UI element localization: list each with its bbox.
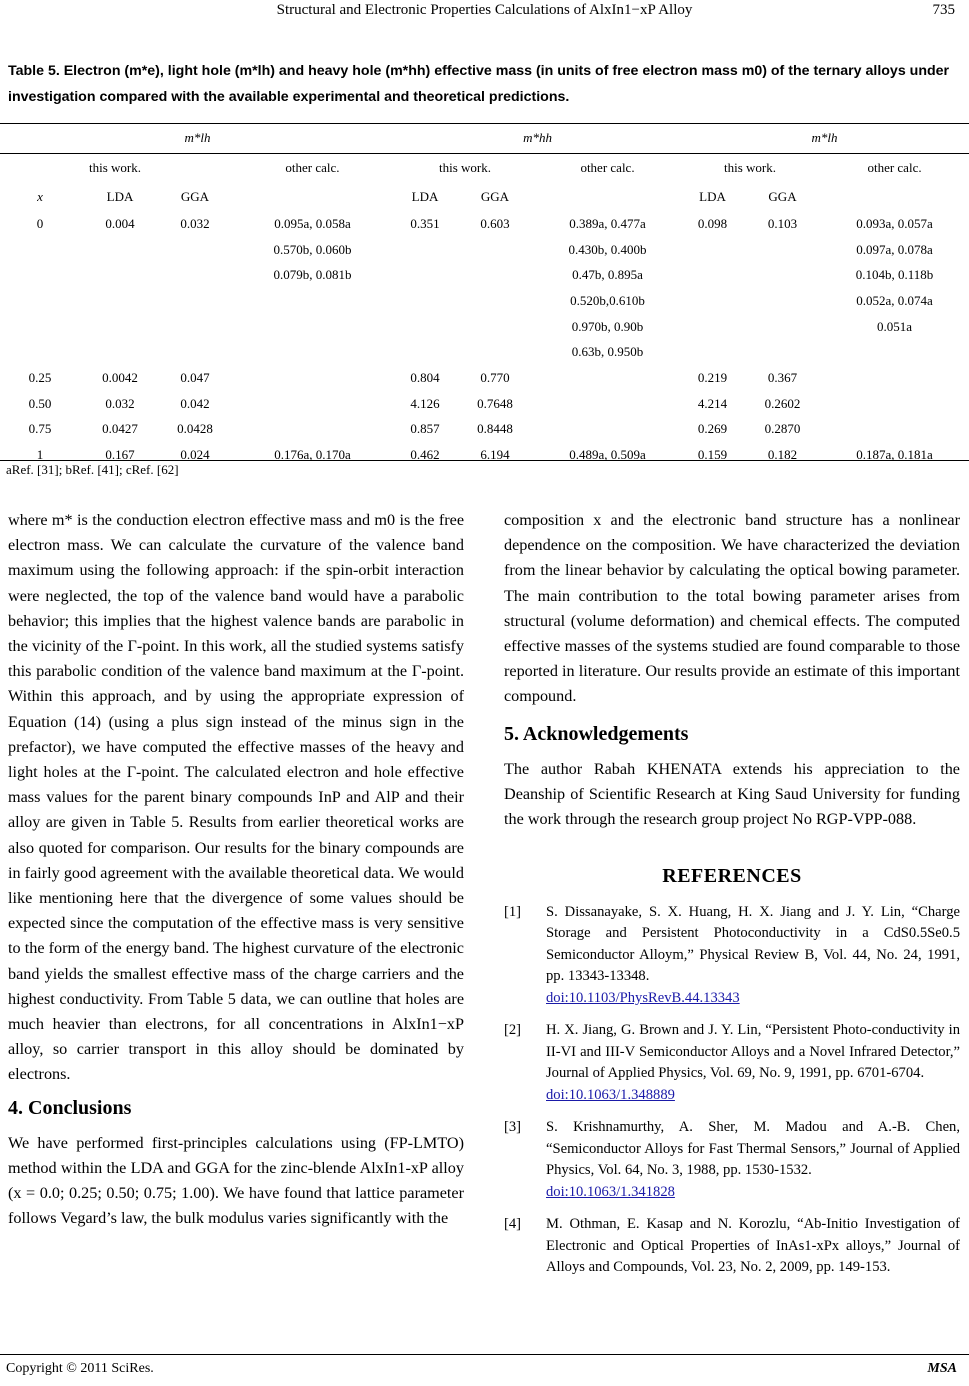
table-cell-other2: 0.970b, 0.90b xyxy=(571,318,644,334)
table-cell-gga3 xyxy=(745,237,820,263)
journal-name: MSA xyxy=(927,1361,957,1376)
col-lda-2: LDA xyxy=(411,189,439,204)
reference-body xyxy=(546,1214,960,1279)
group-header-lh-2: m*lh xyxy=(811,130,838,145)
doi-link[interactable]: doi:10.1063/1.348889 xyxy=(546,1086,675,1103)
table-cell-gga1: 0.0428 xyxy=(177,421,213,437)
table-row xyxy=(0,262,969,288)
table-cell-x xyxy=(0,288,80,314)
table-cell-other3: 0.104b, 0.118b xyxy=(855,267,934,283)
table-cell-other2 xyxy=(535,391,680,417)
footer-rule xyxy=(0,1354,969,1355)
table-row xyxy=(0,417,969,443)
table-cell-x xyxy=(0,237,80,263)
left-column xyxy=(8,508,464,1232)
table-cell-lda2 xyxy=(395,262,455,288)
table-footnote: aRef. [31]; bRef. [41]; cRef. [62] xyxy=(6,462,179,477)
reference-item xyxy=(504,1214,960,1279)
table-cell-lda2 xyxy=(395,237,455,263)
table-cell-gga2: 0.603 xyxy=(480,215,510,231)
reference-number: [4] xyxy=(504,1216,522,1233)
table-cell-other1 xyxy=(230,339,395,365)
table-cell-gga2 xyxy=(455,314,535,340)
table-cell-lda3: 0.159 xyxy=(697,447,728,463)
conclusions-heading: 4. Conclusions xyxy=(8,1096,132,1119)
table-cell-gga1: 0.024 xyxy=(180,447,210,463)
col-lda-3: LDA xyxy=(699,189,726,204)
table-cell-lda1 xyxy=(80,314,160,340)
col-gga: GGA xyxy=(180,189,210,204)
table-row xyxy=(0,211,969,237)
ack-text: The author Rabah KHENATA extends his appreciation to the Deanship of Scientific Research at King Saud University for funding the work through the research group project No RGP-VPP-088. xyxy=(504,759,960,829)
table-cell-gga3 xyxy=(745,288,820,314)
table-cell-lda3: 4.214 xyxy=(697,395,728,411)
right-column xyxy=(504,508,960,1290)
table-cell-other1: 0.570b, 0.060b xyxy=(273,241,352,257)
table-cell-lda2: 0.351 xyxy=(410,215,440,231)
table-cell-lda2: 0.857 xyxy=(410,421,440,437)
table-cell-gga2: 0.770 xyxy=(480,369,510,385)
conclusions-continued: composition x and the electronic band structure has a nonlinear dependence on the composition. We have characterized the deviation from the linear behavior by calculating the optical bowing parameter. The main contribution to the total bowing parameter arises from structural (volume deformation) and chemical effects. The computed effective masses of the systems studied are found comparable to those reported in literature. Our results provide an estimate of this important compound. xyxy=(504,511,960,706)
table-cell-lda3 xyxy=(680,339,745,365)
col-lda: LDA xyxy=(106,189,134,204)
table-cell-other1: 0.079b, 0.081b xyxy=(273,267,352,283)
table-cell-other3 xyxy=(820,417,969,443)
sub-header-this-work-3: this work. xyxy=(724,160,777,175)
table-cell-lda3: 0.219 xyxy=(697,369,728,385)
table-cell-other1: 0.176a, 0.170a xyxy=(274,447,351,463)
table-cell-gga2 xyxy=(455,339,535,365)
table-cell-lda3 xyxy=(680,262,745,288)
table-cell-x: 0.75 xyxy=(28,421,52,437)
sub-header-other-2: other calc. xyxy=(580,160,635,175)
table-cell-other2: 0.47b, 0.895a xyxy=(572,267,643,283)
running-head: Structural and Electronic Properties Calculations of AlxIn1−xP Alloy xyxy=(276,2,693,18)
table-cell-other3: 0.097a, 0.078a xyxy=(856,241,933,257)
sub-header-other: other calc. xyxy=(285,160,340,175)
reference-number: [2] xyxy=(504,1022,522,1039)
table-cell-other1 xyxy=(230,288,395,314)
table-cell-gga2 xyxy=(455,288,535,314)
references-heading: REFERENCES xyxy=(662,865,802,888)
col-gga-2: GGA xyxy=(480,189,510,204)
table-cell-gga3: 0.2870 xyxy=(764,421,801,437)
reference-body xyxy=(546,902,960,1010)
table-cell-gga3 xyxy=(745,314,820,340)
table-cell-x xyxy=(0,314,80,340)
table-cell-lda1: 0.0427 xyxy=(102,421,138,437)
doi-link[interactable]: doi:10.1063/1.341828 xyxy=(546,1183,675,1200)
ack-heading: 5. Acknowledgements xyxy=(504,722,689,745)
table-cell-gga3 xyxy=(745,262,820,288)
table-cell-other3 xyxy=(820,365,969,391)
table-cell-x: 0.25 xyxy=(28,369,52,385)
table-cell-lda3: 0.098 xyxy=(697,215,728,231)
table-cell-gga3 xyxy=(745,339,820,365)
table-cell-lda2 xyxy=(395,288,455,314)
table-caption: Table 5. Electron (m*e), light hole (m*lh) and heavy hole (m*hh) effective mass (in units of free electron mass m0) of the ternary alloys under investigation compared with the available experimental and theoretical predictions. xyxy=(8,63,950,105)
table-cell-other3: 0.093a, 0.057a xyxy=(856,215,933,231)
reference-item xyxy=(504,902,960,1010)
table-cell-other1 xyxy=(230,417,395,443)
table-row xyxy=(0,365,969,391)
table-cell-other3: 0.051a xyxy=(877,318,913,334)
table-cell-lda1: 0.032 xyxy=(105,395,135,411)
table-cell-other2 xyxy=(535,417,680,443)
table-cell-gga1: 0.047 xyxy=(180,369,210,385)
table-row xyxy=(0,237,969,263)
table-cell-x: 1 xyxy=(36,447,44,463)
reference-body xyxy=(546,1117,960,1203)
reference-text: M. Othman, E. Kasap and N. Korozlu, “Ab-Initio Investigation of Electronic and Optical Properties of InAs1-xPx alloys,” Journal of Alloys and Compounds, Vol. 23, No. 2, 2009, pp. 149-153. xyxy=(546,1216,960,1276)
table-row xyxy=(0,314,969,340)
table-cell-other1 xyxy=(230,314,395,340)
table-cell-gga2: 0.7648 xyxy=(477,395,513,411)
table-cell-other2: 0.63b, 0.950b xyxy=(571,344,644,360)
table-cell-other1 xyxy=(230,365,395,391)
table-cell-other2: 0.430b, 0.400b xyxy=(568,241,647,257)
table-cell-other1 xyxy=(230,391,395,417)
sub-header-other-3: other calc. xyxy=(867,160,922,175)
reference-list xyxy=(504,902,960,1279)
page-number: 735 xyxy=(932,2,955,18)
body-paragraph: where m* is the conduction electron effective mass and m0 is the free electron mass. We can calculate the curvature of the valence band maximum using the following approach: if the spin-orbit interaction were neglected, the top of the valence band would have a parabolic behavior; this implies that the highest valence bands are parabolic in the vicinity of the Γ-point. In this work, all the studied systems satisfy this parabolic condition of the valence band maximum at the Γ-point. Within this approach, and by using the appropriate expression of Equation (14) (using a plus sign instead of the minus sign in the prefactor), we have computed the effective masses of the heavy and light holes at the Γ-point. The calculated electron and hole effective mass values for the parent binary compounds InP and AlP and their alloy are given in Table 5. Results from earlier theoretical works are also quoted for comparison. Our results for the binary compounds are in fairly good agreement with the available theoretical data. We would like mentioning here that the divergence of some values should be expected since the computation of the effective mass is very sensitive to the form of the energy band. The highest curvature of the electronic band yields the smallest effective mass of the charge carriers and the highest conductivity. From Table 5 data, we can outline that holes are much heavier than electrons, for all concentrations in AlxIn1−xP alloy, so carrier transport in this alloy should be dominated by electrons. xyxy=(8,511,464,1084)
table-cell-gga1 xyxy=(160,339,230,365)
table-cell-other1: 0.095a, 0.058a xyxy=(274,215,351,231)
table-cell-lda1 xyxy=(80,262,160,288)
table-cell-gga2 xyxy=(455,237,535,263)
table-cell-lda3 xyxy=(680,237,745,263)
table-row xyxy=(0,339,969,365)
table-cell-lda1 xyxy=(80,288,160,314)
table-cell-gga2: 6.194 xyxy=(480,447,510,463)
conclusions-text: We have performed first-principles calculations using (FP-LMTO) method within the LDA and GGA for the zinc-blende AlxIn1-xP alloy (x = 0.0; 0.25; 0.50; 0.75; 1.00). We have found that lattice parameter follows Vegard’s law, the bulk modulus varies significantly with the xyxy=(8,1133,464,1228)
table-cell-lda3: 0.269 xyxy=(697,421,728,437)
reference-number: [1] xyxy=(504,903,522,920)
table-cell-lda1: 0.167 xyxy=(105,447,135,463)
table-cell-other3 xyxy=(820,339,969,365)
table-cell-other2: 0.389a, 0.477a xyxy=(569,215,646,231)
table-cell-gga2 xyxy=(455,262,535,288)
reference-item xyxy=(504,1020,960,1106)
table-cell-gga3: 0.182 xyxy=(767,447,798,463)
table-cell-x xyxy=(0,262,80,288)
col-gga-3: GGA xyxy=(768,189,797,204)
table-row xyxy=(0,391,969,417)
table-cell-lda1 xyxy=(80,339,160,365)
group-header-hh: m*hh xyxy=(523,130,552,145)
reference-number: [3] xyxy=(504,1119,522,1136)
table-cell-x: 0 xyxy=(36,215,44,231)
table-cell-lda2: 0.462 xyxy=(410,447,440,463)
table-cell-lda2: 0.804 xyxy=(410,369,440,385)
table-cell-gga1 xyxy=(160,314,230,340)
copyright: Copyright © 2011 SciRes. xyxy=(6,1361,154,1376)
col-x: x xyxy=(37,189,43,204)
table-cell-lda3 xyxy=(680,288,745,314)
table-cell-gga1 xyxy=(160,288,230,314)
sub-header-this-work-2: this work. xyxy=(439,160,491,175)
table-cell-lda1: 0.0042 xyxy=(102,369,138,385)
table-cell-other3: 0.187a, 0.181a xyxy=(856,447,933,463)
reference-item xyxy=(504,1117,960,1203)
table-cell-gga3: 0.2602 xyxy=(764,395,801,411)
table-cell-lda1: 0.004 xyxy=(105,215,135,231)
table-cell-other3: 0.052a, 0.074a xyxy=(856,292,933,308)
reference-text: H. X. Jiang, G. Brown and J. Y. Lin, “Persistent Photo-conductivity in II-VI and III-V Semiconductor Alloys and a Novel Infrared Detector,” Journal of Applied Physics, Vol. 69, No. 9, 1991, pp. 6701-6704. xyxy=(546,1022,960,1082)
table-5 xyxy=(0,123,969,468)
table-cell-gga1 xyxy=(160,262,230,288)
table-cell-other3 xyxy=(820,391,969,417)
sub-header-this-work: this work. xyxy=(89,160,141,175)
table-cell-lda2 xyxy=(395,339,455,365)
group-header-lh: m*lh xyxy=(184,130,211,145)
reference-body xyxy=(546,1020,960,1106)
table-cell-other2: 0.489a, 0.509a xyxy=(569,447,646,463)
table-cell-lda3 xyxy=(680,314,745,340)
doi-link[interactable]: doi:10.1103/PhysRevB.44.13343 xyxy=(546,989,740,1006)
table-cell-gga2: 0.8448 xyxy=(477,421,513,437)
table-cell-lda1 xyxy=(80,237,160,263)
table-cell-gga1: 0.042 xyxy=(180,395,210,411)
table-cell-gga3: 0.367 xyxy=(767,369,798,385)
table-cell-lda2 xyxy=(395,314,455,340)
table-cell-x xyxy=(0,339,80,365)
table-cell-gga1 xyxy=(160,237,230,263)
table-cell-gga1: 0.032 xyxy=(180,215,210,231)
table-cell-lda2: 4.126 xyxy=(410,395,440,411)
table-cell-gga3: 0.103 xyxy=(767,215,798,231)
table-cell-x: 0.50 xyxy=(28,395,52,411)
table-row xyxy=(0,288,969,314)
table-cell-other2 xyxy=(535,365,680,391)
table-cell-other2: 0.520b,0.610b xyxy=(570,292,645,308)
reference-text: S. Krishnamurthy, A. Sher, M. Madou and A.-B. Chen, “Semiconductor Alloys for Fast Thermal Sensors,” Journal of Applied Physics, Vol. 64, No. 3, 1988, pp. 1530-1532. xyxy=(546,1119,960,1179)
reference-text: S. Dissanayake, S. X. Huang, H. X. Jiang and J. Y. Lin, “Charge Storage and Persistent Photoconductivity in a CdS0.5Se0.5 Semiconductor Alloym,” Physical Review B, Vol. 44, No. 24, 1991, pp. 13343-13348. xyxy=(546,903,960,985)
